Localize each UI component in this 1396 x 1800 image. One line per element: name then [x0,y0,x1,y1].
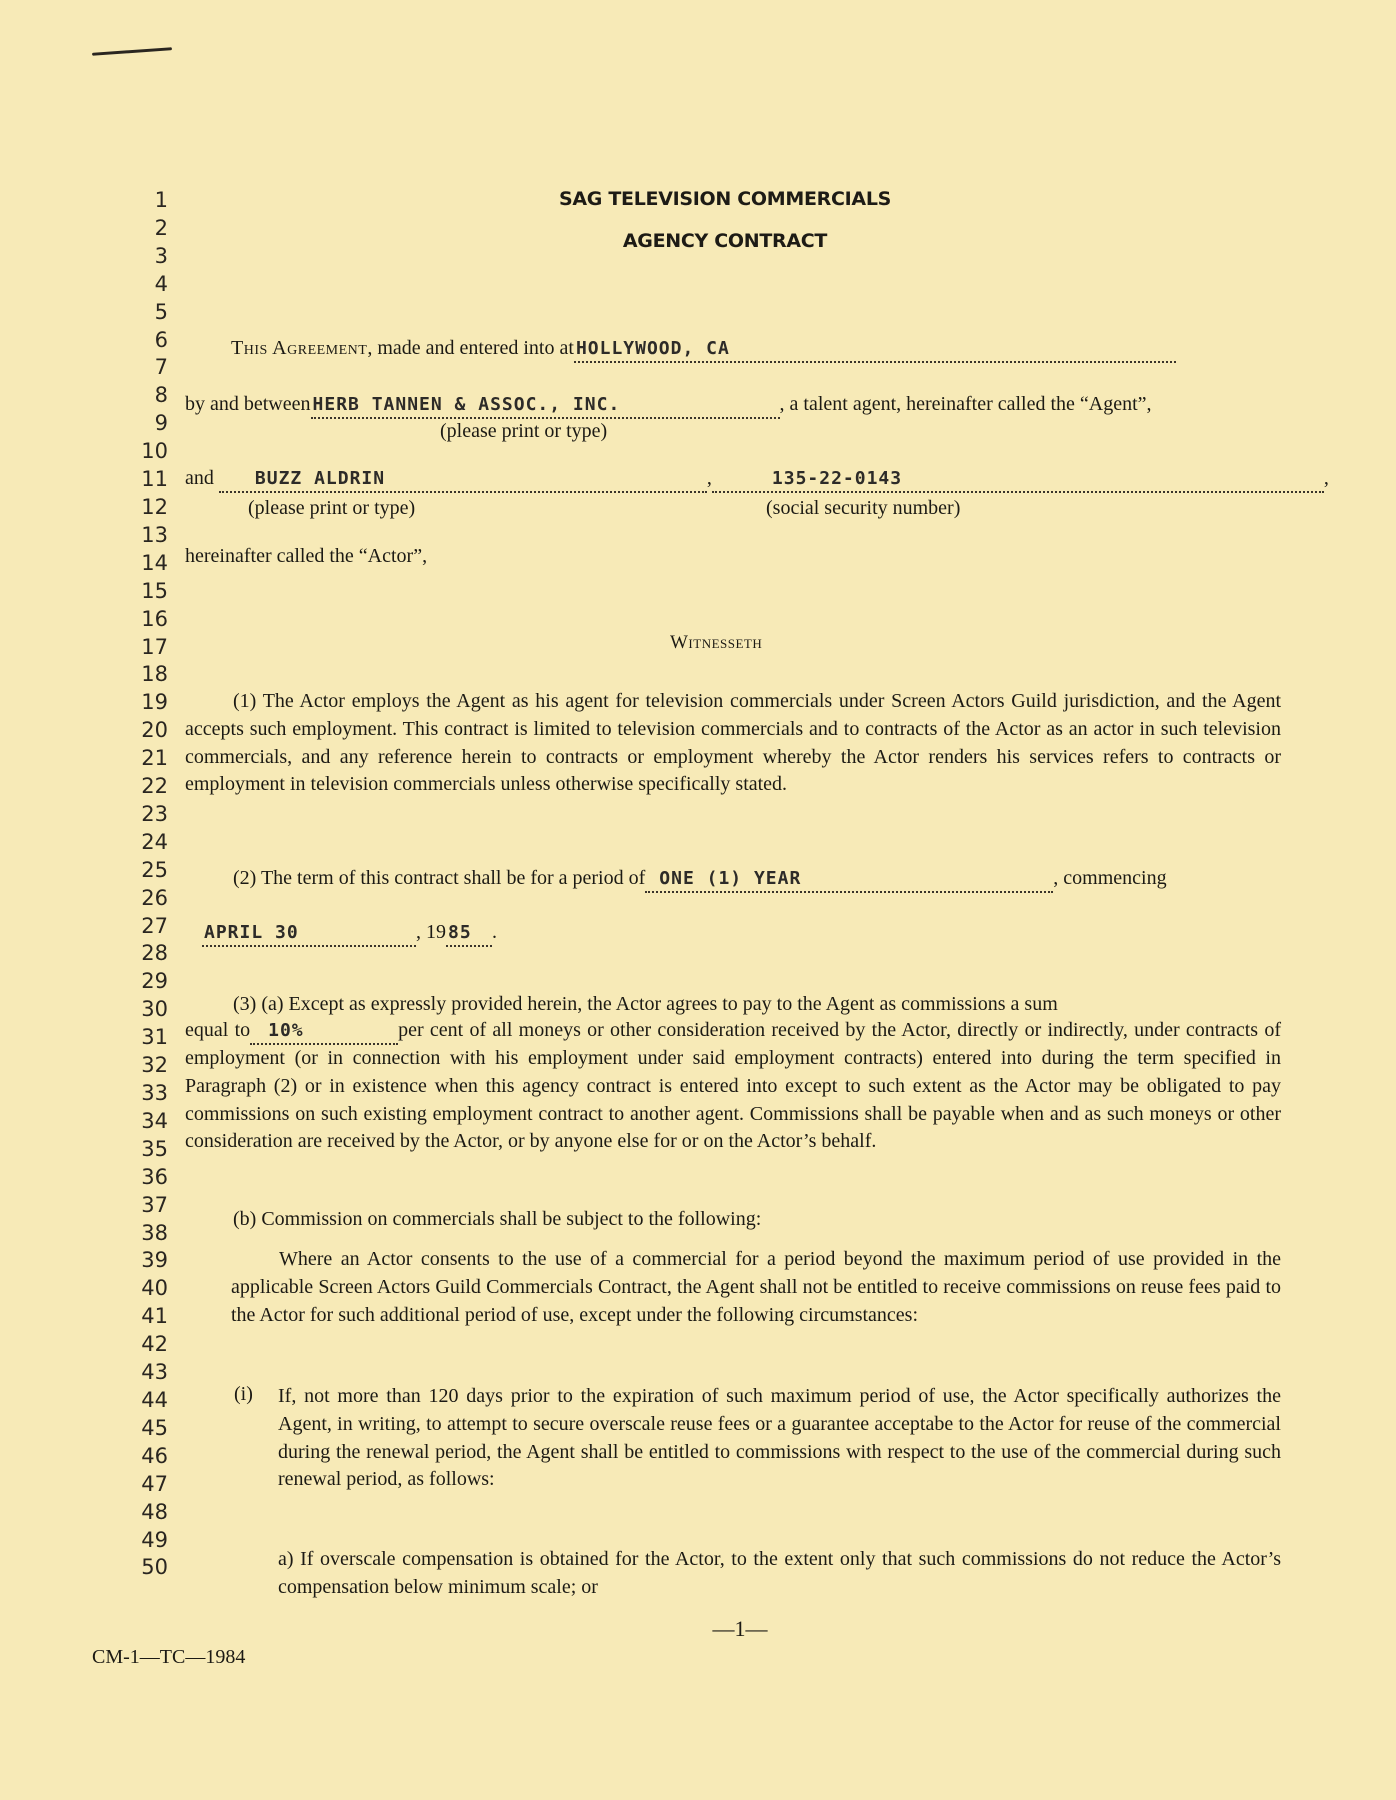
line-number: 11 [141,467,168,492]
year-field[interactable]: 85 [446,922,492,947]
line-number: 32 [141,1053,168,1078]
line-number: 41 [141,1304,168,1329]
paragraph-3a-rest: per cent of all moneys or other consideration received by the Actor, directly or indirectly, under contracts of employment (or in connection with his employment under said employment contracts) entered into during the term specified in Paragraph (2) or in existence when this agency contract is entered into except to such extent as the Actor may be obligated to pay commissions on such existing employment contract to another agent. Commissions shall be payable when and as such moneys or other consideration are received by the Actor, or by anyone else for or on the Actor’s behalf. [185,1019,1281,1153]
agent-name-field[interactable]: HERB TANNEN & ASSOC., INC. [311,394,780,419]
comma-end: , [1323,467,1329,489]
line-number: 7 [154,355,168,380]
line-number: 14 [141,550,168,575]
term-line [233,867,1167,893]
line-number: 6 [154,327,168,352]
print-caption-2: (please print or type) [248,497,416,519]
paragraph-3a-body [185,1017,1281,1156]
by-between-label: by and between [185,393,311,415]
line-number: 29 [141,969,168,994]
actor-line [185,467,1329,493]
place-field[interactable]: HOLLYWOOD, CA [574,338,1176,363]
line-number: 31 [141,1025,168,1050]
line-number: 45 [141,1415,168,1440]
page-number: —1— [712,1616,768,1641]
line-number: 16 [141,606,168,631]
paragraph-3b-heading: (b) Commission on commercials shall be subject to the following: [233,1208,762,1230]
line-number: 5 [154,299,168,324]
line-number: 26 [141,885,168,910]
line-number: 17 [141,634,168,659]
actor-name-field[interactable]: BUZZ ALDRIN [219,468,707,493]
paragraph-1: (1) The Actor employs the Agent as his agent for television commercials under Screen Actors Guild jurisdiction, and the Agent accepts such employment. This contract is limited to television commercials and to contracts of the Actor as an actor in such television commercials, and any reference herein to contracts or employment whereby the Actor renders his services refers to contracts or employment in television commercials unless otherwise specifically stated. [185,690,1281,796]
line-number: 27 [141,913,168,938]
term-lead: (2) The term of this contract shall be for a period of [233,867,646,889]
paragraph-3a-lead: (3) (a) Except as expressly provided herein, the Actor agrees to pay to the Agent as commissions a sum [233,993,1058,1015]
line-number: 3 [154,243,168,268]
line-number: 43 [141,1360,168,1385]
agent-suffix: , a talent agent, hereinafter called the “Agent”, [779,393,1152,415]
line-numbers [128,187,168,1582]
line-number: 9 [154,411,168,436]
line-number: 37 [141,1192,168,1217]
line-number: 24 [141,829,168,854]
line-number: 46 [141,1443,168,1468]
line-number: 22 [141,774,168,799]
term-period-field[interactable]: ONE (1) YEAR [645,868,1053,893]
title-line-2: AGENCY CONTRACT [622,230,828,252]
line-number: 49 [141,1527,168,1552]
line-number: 20 [141,718,168,743]
line-number: 36 [141,1164,168,1189]
ssn-caption: (social security number) [766,497,961,519]
line-number: 28 [141,941,168,966]
line-number: 23 [141,801,168,826]
witnesseth-heading: Witnesseth [670,632,763,653]
percent-field[interactable]: 10% [250,1020,398,1045]
line-number: 10 [141,439,168,464]
line-number: 33 [141,1081,168,1105]
form-code: CM-1—TC—1984 [92,1646,246,1668]
ssn-field[interactable]: 135-22-0143 [712,468,1324,493]
line-number: 50 [141,1555,168,1580]
print-caption-1: (please print or type) [440,420,608,442]
line-number: 38 [141,1220,168,1245]
commencing-label: , commencing [1053,867,1167,889]
date-line [202,921,497,947]
equal-to-label: equal to [185,1019,251,1041]
line-number: 18 [141,662,168,687]
line-number: 8 [154,383,168,408]
line-number: 39 [141,1248,168,1273]
line-number: 48 [141,1499,168,1524]
line-number: 12 [141,494,168,519]
agreement-lead: This Agreement [231,337,368,359]
line-number: 15 [141,578,168,603]
comma: , [706,467,712,489]
line-number: 13 [141,522,168,547]
start-date-field[interactable]: APRIL 30 [202,922,416,947]
clause-i-label: (i) [234,1383,253,1405]
clause-i-text: If, not more than 120 days prior to the expiration of such maximum period of use, the Actor specifically authorizes the Agent, in writing, to attempt to secure overscale reuse fees or a guarantee acceptabe to the Actor for reuse of the commercial during the renewal period, the Agent shall be entitled to commissions with respect to the use of the commercial during such renewal period, as follows: [278,1385,1281,1491]
paragraph-3b-body: Where an Actor consents to the use of a commercial for a period beyond the maximum period of use provided in the applicable Screen Actors Guild Commercials Contract, the Agent shall not be entitled to receive commissions on reuse fees paid to the Actor for such additional period of use, except under the following circumstances: [231,1248,1281,1326]
line-number: 40 [141,1276,168,1301]
line-number: 4 [154,271,168,296]
agreement-lead-rest: , made and entered into at [367,337,574,359]
line-number: 30 [141,997,168,1022]
year-prefix: , 19 [416,921,446,943]
line-number: 19 [141,690,168,715]
line-number: 47 [141,1471,168,1496]
agreement-line [231,337,1176,363]
agent-line [185,393,1152,419]
line-number: 42 [141,1332,168,1357]
date-end: . [492,921,497,943]
pen-mark [92,47,172,56]
line-number: 25 [141,857,168,882]
line-number: 44 [141,1387,168,1412]
title-line-1: SAG TELEVISION COMMERCIALS [558,188,892,210]
and-label: and [185,467,214,489]
line-number: 1 [154,188,168,212]
line-number: 2 [154,215,168,240]
clause-a-text: a) If overscale compensation is obtained for the Actor, to the extent only that such commissions do not reduce the Actor’s compensation below minimum scale; or [278,1548,1281,1598]
hereinafter-line: hereinafter called the “Actor”, [185,545,428,567]
line-number: 34 [141,1108,168,1133]
line-number: 35 [141,1136,168,1161]
line-number: 21 [141,746,168,771]
